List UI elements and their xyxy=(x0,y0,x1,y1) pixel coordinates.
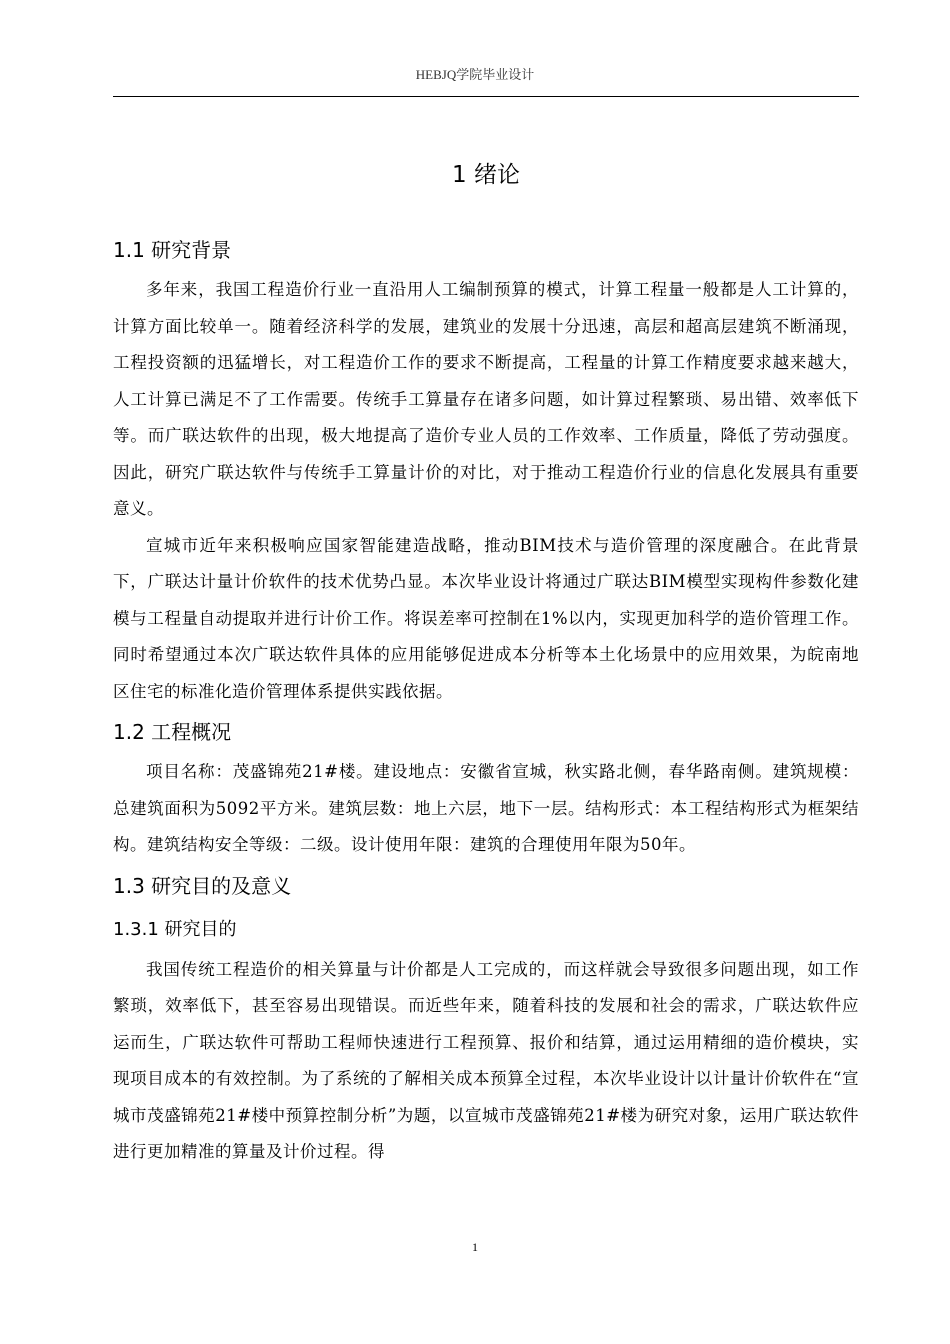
paragraph-1-1-b: 宣城市近年来积极响应国家智能建造战略，推动BIM技术与造价管理的深度融合。在此背景下，广联达计量计价软件的技术优势凸显。本次毕业设计将通过广联达BIM模型实现构件参数化建模与工程量自动提取并进行计价工作。将误差率可控制在1%以内，实现更加科学的造价管理工作。同时希望通过本次广联达软件具体的应用能够促进成本分析等本土化场景中的应用效果，为皖南地区住宅的标准化造价管理体系提供实践依据。 xyxy=(113,535,859,701)
page-header: HEBJQ学院毕业设计 xyxy=(415,67,535,82)
section-heading-1-2: 1.2 工程概况 xyxy=(113,720,232,744)
paragraph-1-2: 项目名称：茂盛锦苑21#楼。建设地点：安徽省宣城，秋实路北侧，春华路南侧。建筑规模：总建筑面积为5092平方米。建筑层数：地上六层，地下一层。结构形式：本工程结构形式为框架结构。建筑结构安全等级：二级。设计使用年限：建筑的合理使用年限为50年。 xyxy=(113,762,859,854)
page-content xyxy=(113,152,859,1171)
chapter-title: 1 绪论 xyxy=(452,162,520,188)
paragraph-1-1-a: 多年来，我国工程造价行业一直沿用人工编制预算的模式，计算工程量一般都是人工计算的，计算方面比较单一。随着经济科学的发展，建筑业的发展十分迅速，高层和超高层建筑不断涌现，工程投资额的迅猛增长，对工程造价工作的要求不断提高，工程量的计算工作精度要求越来越大，人工计算已满足不了工作需要。传统手工算量存在诸多问题，如计算过程繁琐、易出错、效率低下等。而广联达软件的出现，极大地提高了造价专业人员的工作效率、工作质量，降低了劳动强度。因此，研究广联达软件与传统手工算量计价的对比，对于推动工程造价行业的信息化发展具有重要意义。 xyxy=(113,280,859,518)
header-rule xyxy=(113,96,859,97)
paragraph-1-3-1: 我国传统工程造价的相关算量与计价都是人工完成的，而这样就会导致很多问题出现，如工作繁琐，效率低下，甚至容易出现错误。而近些年来，随着科技的发展和社会的需求，广联达软件应运而生，广联达软件可帮助工程师快速进行工程预算、报价和结算，通过运用精细的造价模块，实现项目成本的有效控制。为了系统的了解相关成本预算全过程，本次毕业设计以计量计价软件在“宣城市茂盛锦苑21#楼中预算控制分析”为题，以宣城市茂盛锦苑21#楼为研究对象，运用广联达软件进行更加精准的算量及计价过程。得 xyxy=(113,959,859,1161)
section-heading-1-3: 1.3 研究目的及意义 xyxy=(113,873,292,898)
subsection-heading-1-3-1: 1.3.1 研究目的 xyxy=(113,918,237,940)
page-number: 1 xyxy=(472,1240,478,1254)
section-heading-1-1: 1.1 研究背景 xyxy=(113,238,232,262)
